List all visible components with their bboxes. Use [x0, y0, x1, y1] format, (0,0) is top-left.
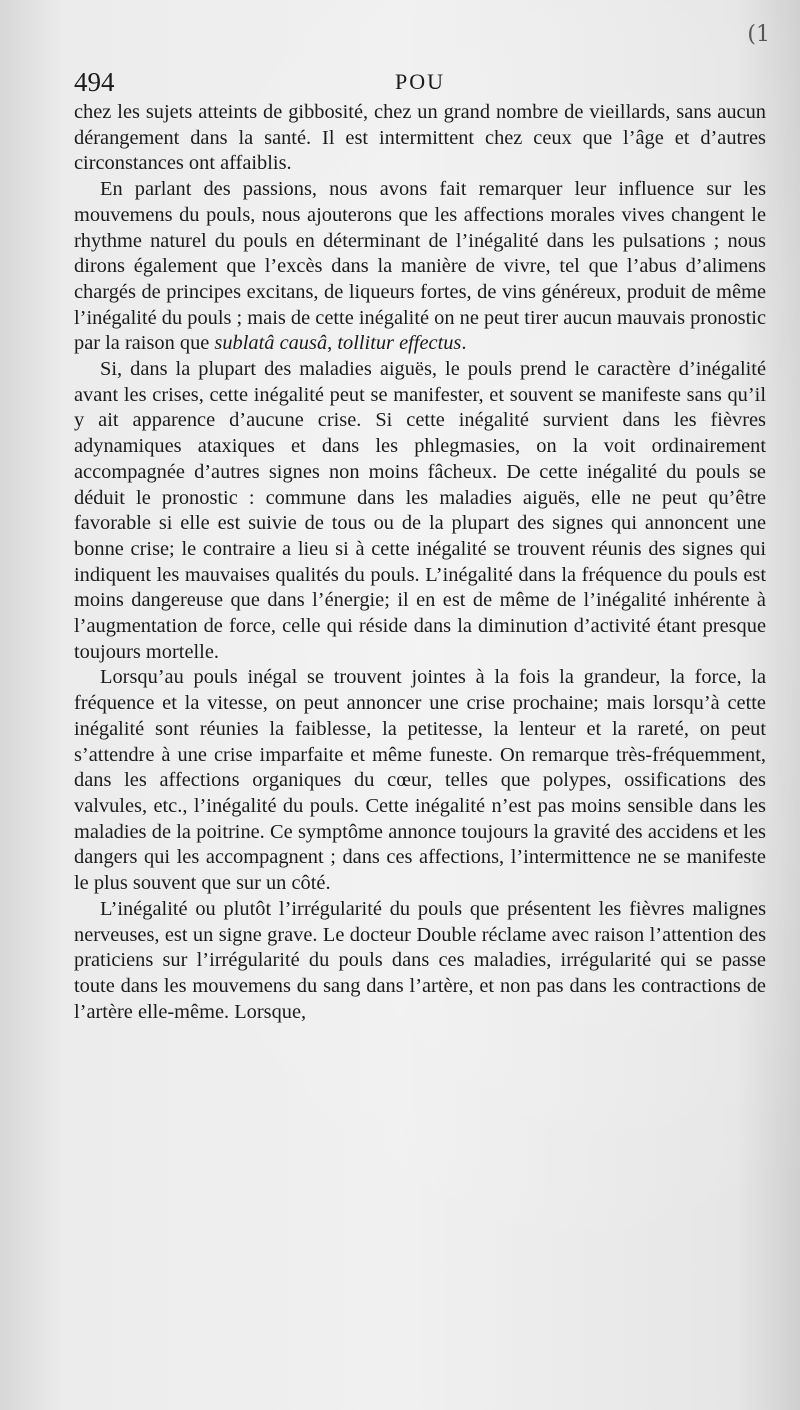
paragraph-2	[74, 177, 766, 357]
page-header	[74, 64, 766, 100]
latin-phrase-2: tollitur effectus	[337, 332, 462, 355]
paragraph-1: chez les sujets atteints de gibbosité, chez un grand nombre de vieillards, sans aucun dérangement dans la santé. Il est intermittent chez ceux que l’âge et d’autres circonstances ont affaiblis.	[74, 101, 766, 175]
running-head: POU	[394, 69, 445, 94]
paragraph-5: L’inégalité ou plutôt l’irrégularité du pouls que présentent les fièvres malignes nerveuses, est un signe grave. Le docteur Double réclame avec raison l’attention des praticiens sur l’irrégularité du pouls dans ces maladies, irrégularité qui se passe toute dans les mouvemens du sang dans l’artère, et non pas dans les contractions de l’artère elle-même. Lorsque,	[74, 897, 766, 1023]
body-text	[74, 100, 766, 1025]
paragraph-3: Si, dans la plupart des maladies aiguës, le pouls prend le caractère d’inégalité avant les crises, cette inégalité peut se manifester, et souvent se manifeste sans qu’il y ait apparence d’aucune crise. Si cette inégalité survient dans les fièvres adynamiques ataxiques et dans les phlegmasies, on la voit ordinairement accompagnée d’autres signes non moins fâcheux. De cette inégalité du pouls se déduit le pronostic : commune dans les maladies aiguës, elle ne peut qu’être favorable si elle est suivie de tous ou de la plupart des signes qui annoncent une bonne crise; le contraire a lieu si à cette inégalité se trouvent réunis des signes qui indiquent les mauvaises qualités du pouls. L’inégalité dans la fréquence du pouls est moins dangereuse que dans l’énergie; il en est de même de l’inégalité inhérente à l’augmentation de force, celle qui réside dans la diminution d’activité étant presque toujours mortelle.	[74, 358, 766, 663]
latin-phrase-1: sublatâ causâ	[214, 332, 328, 355]
paragraph-2-comma: ,	[327, 332, 338, 355]
paragraph-2-end: .	[461, 332, 467, 355]
paragraph-4: Lorsqu’au pouls inégal se trouvent jointes à la fois la grandeur, la force, la fréquence et la vitesse, on peut annoncer une crise prochaine; mais lorsqu’à cette inégalité sont réunies la faiblesse, la petitesse, la lenteur et la rareté, on peut s’attendre à une crise imparfaite et même funeste. On remarque très-fréquemment, dans les affections organiques du cœur, telles que polypes, ossifications des valvules, etc., l’inégalité du pouls. Cette inégalité n’est pas moins sensible dans les maladies de la poitrine. Ce symptôme annonce toujours la gravité des accidens et les dangers qui les accompagnent ; dans ces affections, l’intermittence ne se manifeste le plus souvent que sur un côté.	[74, 666, 766, 895]
paragraph-2-text: En parlant des passions, nous avons fait remarquer leur influence sur les mouvemens du pouls, nous ajouterons que les affections morales vives changent le rhythme naturel du pouls en déterminant de l’inégalité dans les pulsations ; nous dirons également que l’excès dans la manière de vivre, tel que l’abus d’alimens chargés de principes excitans, de liqueurs fortes, de vins généreux, produit de même l’inégalité du pouls ; mais de cette inégalité on ne peut tirer aucun mauvais pronostic par la raison que	[74, 178, 766, 355]
corner-mark: (1	[747, 22, 770, 47]
page-number: 494	[74, 67, 115, 97]
